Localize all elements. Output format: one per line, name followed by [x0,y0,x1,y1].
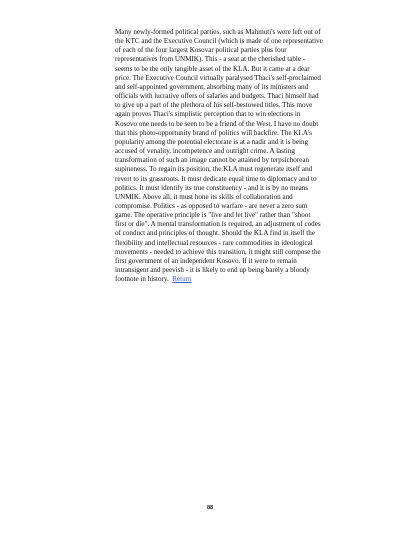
return-link[interactable]: Return [172,275,192,284]
article-paragraph [115,28,323,284]
page-number: 88 [206,505,214,511]
article-text: Many newly-formed political parties, such as Mahmuti's were left out of the KTC and the Executive Council (which is made of one representative of each of the four largest Kosovar political parties plus four representatives from UNMIK). This - a seat at the cherished table - seems to be the only tangible asset of the KLA. But it came at a dear price. The Executive Council virtually paralysed Thaci's self-proclaimed and self-appointed government, absorbing many of its ministers and officials with lucrative offers of salaries and budgets. Thaci himself had to give up a part of the plethora of his self-bestowed titles. This move again proves Thaci's simplistic perception that to win elections in Kosovo one needs to be seen to be a friend of the West. I have no doubt that this photo-opportunity brand of politics will backfire. The KLA's popularity among the potential electorate is at a nadir and it is being accused of venality, incompetence and outright crime. A lasting transformation of such an image cannot be attained by terpsichorean supineness. To regain its position, the KLA must regenerate itself and revert to its grassroots. It must dedicate equal time to diplomacy and to politics. It must identify its true constituency - and it is by no means UNMIK. Above all, it must hone its skills of collaboration and compromise. Politics - as opposed to warfare - are never a zero sum game. The operative principle is "live and let live" rather than "shoot first or die". A mental transformation is required, an adjustment of codes of conduct and principles of thought. Should the KLA find in itself the flexibility and intellectual resources - rare commodities in ideological movements - needed to achieve this transition, it might still compose the first government of an independent Kosovo. If it were to remain intransigent and peevish - it is likely to end up being barely a bloody footnote in history. [115,28,323,284]
